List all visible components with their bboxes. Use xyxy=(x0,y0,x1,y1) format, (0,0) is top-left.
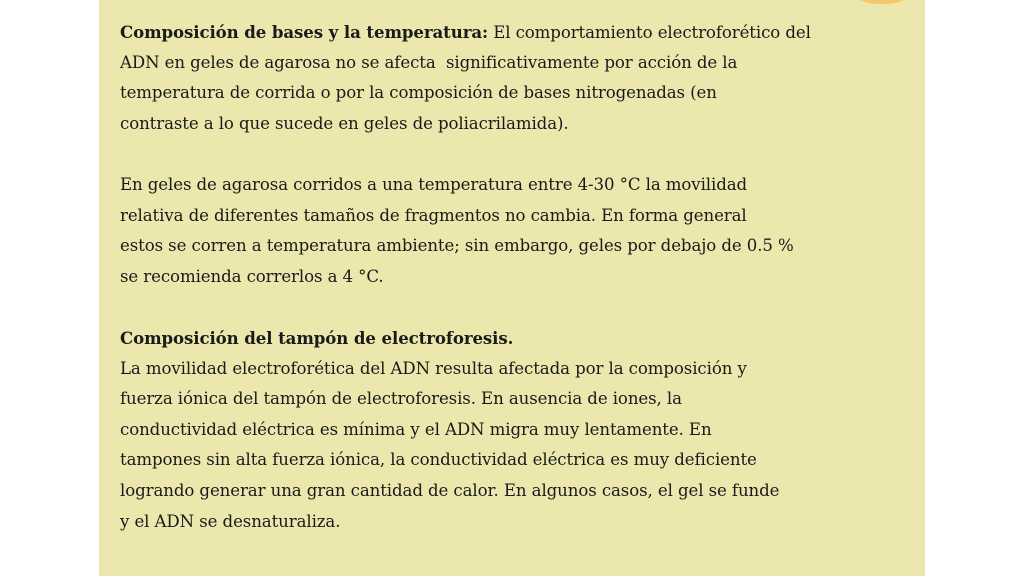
paragraph-line: La movilidad electroforética del ADN resulta afectada por la composición y xyxy=(120,358,747,378)
paragraph-line: se recomienda correrlos a 4 °C. xyxy=(120,266,384,286)
section3-heading: Composición del tampón de electroforesis. xyxy=(120,327,514,348)
paragraph-line: En geles de agarosa corridos a una temperatura entre 4-30 °C la movilidad xyxy=(120,174,748,194)
paragraph-line: tampones sin alta fuerza iónica, la conductividad eléctrica es muy deficiente xyxy=(120,450,757,470)
section1-first-line xyxy=(120,17,820,48)
text-body xyxy=(120,17,820,537)
paragraph-spacer xyxy=(120,139,820,170)
paragraph-line: estos se corren a temperatura ambiente; sin embargo, geles por debajo de 0.5 % xyxy=(120,236,794,256)
section1-first-line-text: El comportamiento electroforético del xyxy=(488,23,811,42)
paragraph-line: conductividad eléctrica es mínima y el ADN migra muy lentamente. En xyxy=(120,419,712,439)
paragraph-line: contraste a lo que sucede en geles de poliacrilamida). xyxy=(120,113,569,133)
section1-heading: Composición de bases y la temperatura: xyxy=(120,22,489,42)
paragraph-line: y el ADN se desnaturaliza. xyxy=(120,511,341,531)
paragraph-line: logrando generar una gran cantidad de calor. En algunos casos, el gel se funde xyxy=(120,480,780,500)
paragraph-line: fuerza iónica del tampón de electroforesis. En ausencia de iones, la xyxy=(120,389,682,409)
paragraph-spacer xyxy=(120,292,820,323)
paragraph-line: ADN en geles de agarosa no se afecta significativamente por acción de la xyxy=(120,52,738,72)
paragraph-line: relativa de diferentes tamaños de fragmentos no cambia. En forma general xyxy=(120,205,747,225)
paragraph-line: temperatura de corrida o por la composición de bases nitrogenadas (en xyxy=(120,83,717,103)
